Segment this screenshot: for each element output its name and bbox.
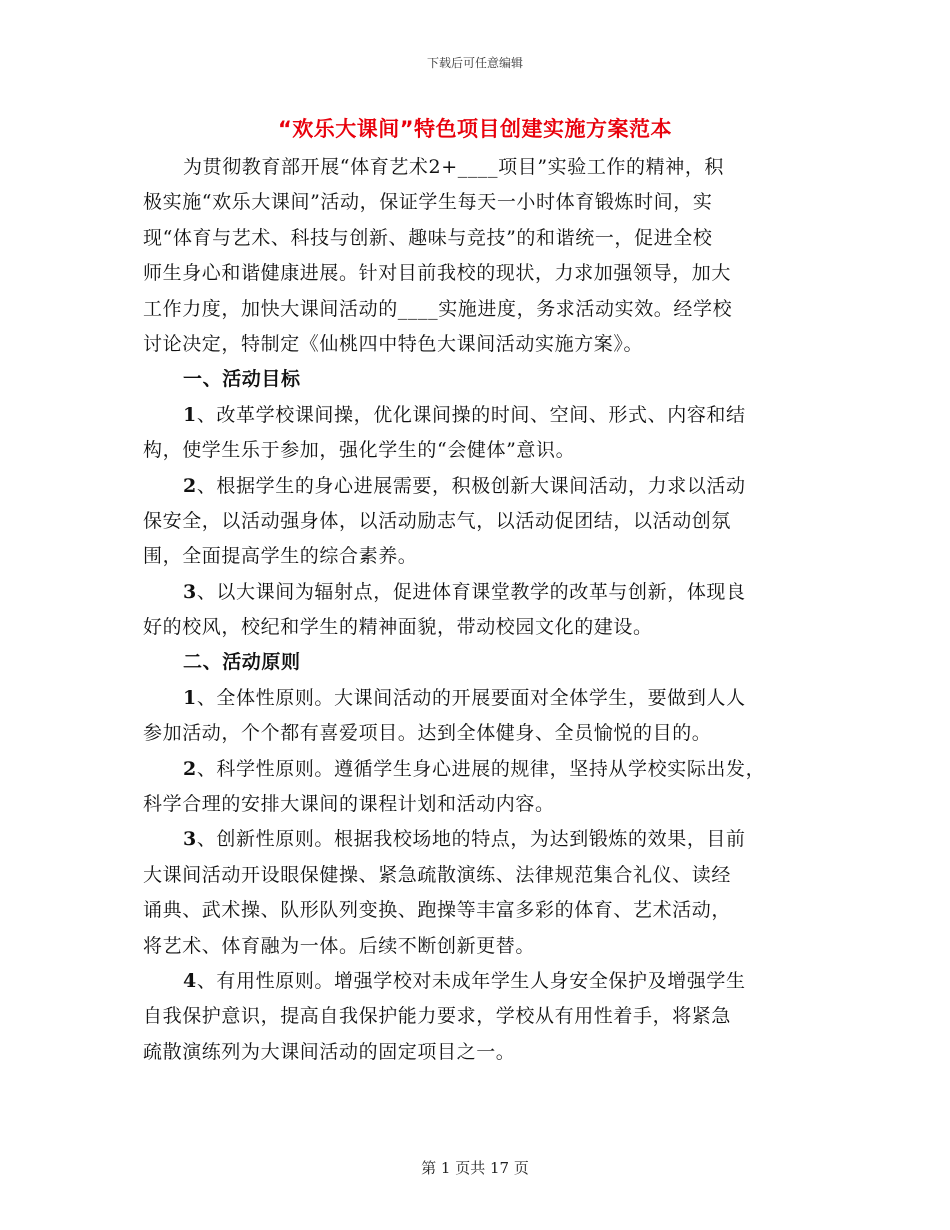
document-title: “欢乐大课间”特色项目创建实施方案范本	[277, 117, 673, 141]
paragraph-line	[143, 150, 815, 185]
item-number: 2	[183, 757, 197, 780]
line-text: 师生身心和谐健康进展。针对目前我校的现状，力求加强领导，加大	[143, 262, 732, 285]
paragraph-line	[143, 822, 815, 857]
paragraph-line	[143, 893, 815, 928]
paragraph-line	[143, 221, 815, 256]
line-text: 参加活动，个个都有喜爱项目。达到全体健身、全员愉悦的目的。	[143, 722, 712, 745]
line-text: 构，使学生乐于参加，强化学生的“会健体”意识。	[143, 439, 576, 462]
paragraph-line	[143, 504, 815, 539]
paragraph-line	[143, 433, 815, 468]
paragraph-line	[143, 185, 815, 220]
item-number: 4	[183, 969, 197, 992]
paragraph-line	[143, 575, 815, 610]
line-text: 科学合理的安排大课间的课程计划和活动内容。	[143, 793, 555, 816]
paragraph-line	[143, 327, 815, 362]
line-text: 、有用性原则。增强学校对未成年学生人身安全保护及增强学生	[196, 969, 746, 992]
paragraph-line	[143, 469, 815, 504]
item-number: 2	[183, 474, 197, 497]
line-text: 自我保护意识，提高自我保护能力要求，学校从有用性着手，将紧急	[143, 1005, 732, 1028]
paragraph-line	[143, 858, 815, 893]
item-number: 3	[183, 580, 197, 603]
line-text: 、以大课间为辐射点，促进体育课堂教学的改革与创新，体现良	[196, 580, 746, 603]
line-text: 二、活动原则	[183, 651, 301, 674]
line-text: 极实施“欢乐大课间”活动，保证学生每天一小时体育锻炼时间，实	[143, 191, 713, 214]
paragraph-line	[143, 716, 815, 751]
paragraph-line	[143, 964, 815, 999]
line-text: 讨论决定，特制定《仙桃四中特色大课间活动实施方案》。	[143, 332, 644, 355]
page-footer: 第 1 页共 17 页	[421, 1159, 529, 1177]
line-text: 疏散演练列为大课间活动的固定项目之一。	[143, 1040, 516, 1063]
line-text: 、全体性原则。大课间活动的开展要面对全体学生，要做到人人	[196, 686, 746, 709]
paragraph-line	[143, 681, 815, 716]
paragraph-line	[143, 1035, 815, 1070]
item-number: 3	[183, 828, 197, 851]
paragraph-line	[143, 752, 815, 787]
line-text: 、改革学校课间操，优化课间操的时间、空间、形式、内容和结	[196, 403, 746, 426]
line-text: 、创新性原则。根据我校场地的特点，为达到锻炼的效果，目前	[196, 828, 746, 851]
line-text: 一、活动目标	[183, 368, 301, 391]
paragraph-line	[143, 256, 815, 291]
paragraph-line	[143, 787, 815, 822]
line-text: 现“体育与艺术、科技与创新、趣味与竞技”的和谐统一，促进全校	[143, 226, 713, 249]
paragraph-line	[143, 929, 815, 964]
line-text: 保安全，以活动强身体，以活动励志气，以活动促团结，以活动创氛	[143, 509, 732, 532]
line-text: 将艺术、体育融为一体。后续不断创新更替。	[143, 934, 536, 957]
line-text: 、科学性原则。遵循学生身心进展的规律，坚持从学校实际出发，	[196, 757, 766, 780]
line-text: 为贯彻教育部开展“体育艺术2+____项目”实验工作的精神，积	[183, 156, 725, 178]
page-header: 下载后可任意编辑	[426, 56, 523, 70]
line-text: 大课间活动开设眼保健操、紧急疏散演练、法律规范集合礼仪、读经	[143, 863, 732, 886]
line-text: 诵典、武术操、队形队列变换、跑操等丰富多彩的体育、艺术活动，	[143, 899, 732, 922]
section-heading	[143, 362, 815, 397]
line-text: 好的校风，校纪和学生的精神面貌，带动校园文化的建设。	[143, 616, 653, 639]
paragraph-line	[143, 398, 815, 433]
line-text: 、根据学生的身心进展需要，积极创新大课间活动，力求以活动	[196, 474, 746, 497]
paragraph-line	[143, 292, 815, 327]
document-body	[143, 150, 815, 1070]
section-heading	[143, 645, 815, 680]
paragraph-line	[143, 539, 815, 574]
item-number: 1	[183, 686, 197, 709]
item-number: 1	[183, 403, 197, 426]
line-text: 围，全面提高学生的综合素养。	[143, 545, 418, 568]
paragraph-line	[143, 610, 815, 645]
line-text: 工作力度，加快大课间活动的____实施进度，务求活动实效。经学校	[143, 297, 733, 320]
paragraph-line	[143, 999, 815, 1034]
